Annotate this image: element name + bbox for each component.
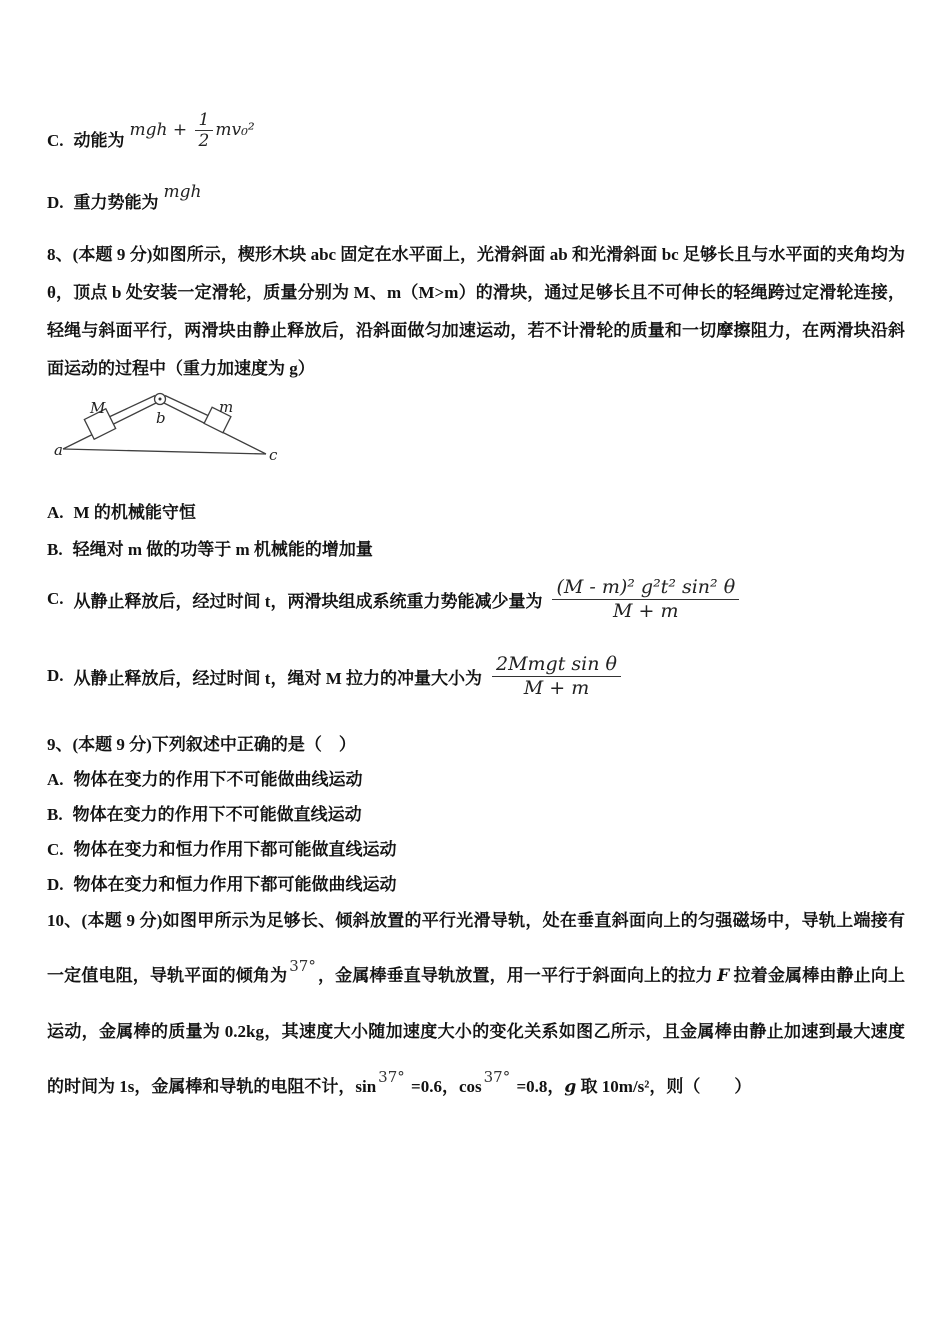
q9-option-c [47,832,905,867]
fraction-numerator: 1 [198,110,210,130]
label-block-m: m [219,398,234,416]
option-text: 物体在变力的作用下不可能做直线运动 [72,805,362,824]
option-text: M 的机械能守恒 [73,503,196,522]
question-9 [47,727,905,902]
q10-text-segment: =0.8， [512,1077,565,1096]
label-vertex-a: a [54,441,63,459]
fraction-denominator: M + m [492,676,621,699]
option-text: 从静止释放后，经过时间 t，两滑块组成系统重力势能减少量为 [73,591,543,611]
formula-tail: mv₀² [215,120,255,141]
question-8-stem: 8、(本题 9 分)如图所示，楔形木块 abc 固定在水平面上，光滑斜面 ab 和光滑斜面 bc 足够长且与水平面的夹角均为 θ，顶点 b 处安装一定滑轮，质量分别为 M、m（M>m）的滑块，通过足够长且不可伸长的轻绳跨过定滑轮连接，轻绳与斜面平行，两滑块由静止释放后，沿斜面做匀加速运动，若不计滑轮的质量和一切摩擦阻力，在两滑块沿斜面运动的过程中（重力加速度为 g） [47,245,905,378]
fraction-denominator: M + m [552,599,739,622]
option-label: C. [47,589,64,608]
option-label: C. [47,131,64,151]
angle-37-degrees: 37° [289,957,316,975]
q10-text-segment: 10、(本题 9 分)如图甲所示为足够长、倾斜放置的平行光滑导轨，处在垂直斜面向上的匀强磁场中，导轨上端接有一定值电阻，导轨平面的倾角为 [47,911,905,985]
option-label: B. [47,805,63,824]
option-text: 动能为 [73,131,125,151]
option-text: 重力势能为 [73,193,159,212]
base-ac-line [63,449,266,454]
option-text: 物体在变力和恒力作用下都可能做曲线运动 [73,875,397,894]
question-10-stem [47,893,905,1115]
option-label: D. [47,666,64,685]
q10-text-segment: ，金属棒垂直导轨放置，用一平行于斜面向上的拉力 [317,966,718,985]
pulley-axle-dot [159,398,162,401]
force-F-variable: F [717,966,730,986]
option-text: 物体在变力的作用下不可能做曲线运动 [73,770,363,789]
option-label: D. [47,193,64,212]
gravity-g-variable: g [564,1077,577,1097]
angle-37-degrees: 37° [483,1068,511,1086]
impulse-fraction [490,653,623,699]
option-label: C. [47,840,64,859]
label-vertex-c: c [269,446,278,464]
question-9-stem: 9、(本题 9 分)下列叙述中正确的是（ ） [47,735,356,754]
potential-energy-formula: mgh [163,182,202,202]
angle-37-degrees: 37° [378,1068,405,1086]
q8-option-b [47,535,905,560]
option-label: B. [47,540,63,559]
q9-option-a [47,762,905,797]
fraction-one-half [193,110,216,151]
q10-text-segment: 取 10m/s²，则（ ） [576,1077,752,1096]
wedge-pulley-diagram [50,386,295,466]
q10-text-segment: 拉着金属棒由静止向上运动，金属棒的质量为 0.2kg，其速度大小随加速度大小的变化关系如图乙所示，且金属棒由静止加速到最大速度的时间为 1s，金属棒和导轨的电阻不计，sin [47,966,906,1096]
option-label: A. [47,770,64,789]
potential-energy-decrease-fraction [550,576,741,622]
formula-lead: mgh + [129,120,188,141]
q9-option-b [47,797,905,832]
label-block-M: M [90,399,106,417]
fraction-numerator: 2Mmgt sin θ [496,653,617,676]
option-text: 轻绳对 m 做的功等于 m 机械能的增加量 [72,540,373,559]
option-label: D. [47,875,64,894]
option-text: 从静止释放后，经过时间 t，绳对 M 拉力的冲量大小为 [73,668,482,688]
rope-right [165,396,209,417]
q8-option-a [47,498,905,523]
option-row-potential-energy [47,182,905,214]
option-row-kinetic-energy [47,110,905,162]
label-vertex-b: b [156,409,166,427]
fraction-numerator: (M - m)² g²t² sin² θ [556,576,736,599]
q8-option-c [47,563,905,635]
option-text: 物体在变力和恒力作用下都可能做直线运动 [73,840,397,859]
fraction-denominator: 2 [195,130,214,151]
q10-text-segment: =0.6，cos [406,1077,482,1096]
option-label: A. [47,503,64,522]
kinetic-energy-formula [129,110,255,152]
q8-option-d [47,645,905,707]
